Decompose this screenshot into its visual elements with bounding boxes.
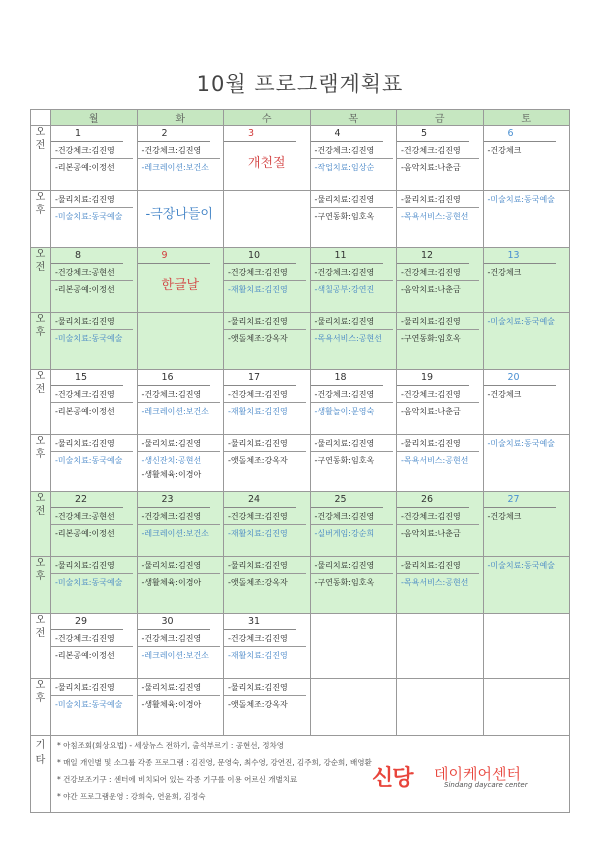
am-label (31, 248, 51, 313)
program-item: -건강체크:김진영 (397, 510, 479, 525)
program-item: -구연동화:임호옥 (314, 456, 375, 465)
pm-label (31, 679, 51, 736)
program-item: -구연동화:임호옥 (314, 578, 375, 587)
notes-label-2: 타 (35, 755, 46, 766)
am-label-char: 오 (35, 127, 46, 138)
program-item: -건강체크 (487, 146, 522, 155)
date-number: 16 (138, 372, 210, 386)
program-item: -미술치료:동국예술 (55, 334, 123, 343)
schedule-cell (51, 435, 138, 492)
program-item: -앳돌체조:강옥자 (228, 578, 288, 587)
schedule-cell (310, 191, 397, 248)
week-5-pm-row (31, 679, 570, 736)
week-4-pm-row (31, 557, 570, 614)
schedule-cell (483, 248, 570, 313)
program-item: -건강체크:김진영 (224, 388, 306, 403)
program-item: -앳돌체조:강옥자 (228, 334, 288, 343)
date-number: 26 (397, 494, 469, 508)
program-item: -목욕서비스:공현선 (401, 578, 469, 587)
program-item: -건강체크:김진영 (224, 266, 306, 281)
logo-sub-text: 데이케어센터 (434, 765, 521, 783)
program-item: -색칠공부:강연진 (314, 285, 375, 294)
program-item: -건강체크 (487, 512, 522, 521)
date-number: 24 (224, 494, 296, 508)
program-item: -재활치료:김진영 (228, 285, 288, 294)
program-item: -물리치료:김진영 (224, 681, 306, 696)
holiday-label: -극장나들이 (145, 207, 213, 222)
program-item: -음악치료:나춘금 (401, 285, 461, 294)
day-header-row (31, 110, 570, 126)
schedule-cell (310, 313, 397, 370)
schedule-cell (51, 370, 138, 435)
week-2-pm-row (31, 313, 570, 370)
program-item: -물리치료:김진영 (138, 437, 220, 452)
schedule-cell (224, 614, 311, 679)
program-item: -물리치료:김진영 (311, 437, 393, 452)
program-item: -미술치료:동국예술 (55, 700, 123, 709)
pm-label-char: 오 (35, 680, 46, 691)
program-item: -재활치료:김진영 (228, 407, 288, 416)
program-item: -물리치료:김진영 (397, 559, 479, 574)
schedule-cell (483, 557, 570, 614)
pm-label (31, 191, 51, 248)
program-item: -건강체크:김진영 (138, 388, 220, 403)
date-number: 22 (51, 494, 123, 508)
program-item: -건강체크:김진영 (311, 266, 393, 281)
program-item: -물리치료:김진영 (311, 559, 393, 574)
schedule-cell (137, 557, 224, 614)
schedule-cell (51, 313, 138, 370)
week-5-am-row (31, 614, 570, 679)
program-item: -재활치료:김진영 (228, 651, 288, 660)
date-number: 17 (224, 372, 296, 386)
day-header-mon: 월 (51, 110, 138, 126)
date-number: 31 (224, 616, 296, 630)
schedule-cell (224, 492, 311, 557)
program-item: -앳돌체조:강옥자 (228, 700, 288, 709)
pm-label-char: 오 (35, 192, 46, 203)
schedule-cell (51, 679, 138, 736)
logo-main-text: 신당 (372, 766, 413, 791)
schedule-cell (397, 679, 484, 736)
schedule-cell (483, 679, 570, 736)
program-item: -목욕서비스:공현선 (401, 212, 469, 221)
schedule-cell (137, 492, 224, 557)
program-item: -건강체크:김진영 (224, 510, 306, 525)
program-item: -건강체크:김진영 (51, 632, 133, 647)
date-number: 29 (51, 616, 123, 630)
day-header-thu: 목 (310, 110, 397, 126)
schedule-cell (137, 248, 224, 313)
pm-label (31, 435, 51, 492)
program-item: -작업치료:임상순 (314, 163, 375, 172)
pm-label-char: 후 (35, 327, 46, 338)
program-item: -건강체크:김진영 (311, 510, 393, 525)
schedule-cell (224, 435, 311, 492)
schedule-table (30, 109, 570, 813)
schedule-cell (224, 313, 311, 370)
program-item: -건강체크:공현선 (51, 510, 133, 525)
pm-label-char: 후 (35, 449, 46, 460)
schedule-cell (224, 191, 311, 248)
schedule-cell (310, 248, 397, 313)
schedule-cell (137, 435, 224, 492)
corner-cell (31, 110, 51, 126)
schedule-cell (310, 435, 397, 492)
schedule-cell (483, 492, 570, 557)
schedule-cell (51, 191, 138, 248)
schedule-cell (51, 126, 138, 191)
day-header-fri: 금 (397, 110, 484, 126)
program-item: -물리치료:김진영 (51, 559, 133, 574)
date-number: 10 (224, 250, 296, 264)
program-item: -건강체크:김진영 (138, 632, 220, 647)
date-number: 8 (51, 250, 123, 264)
program-item: -물리치료:김진영 (138, 681, 220, 696)
program-item: -생활놀이:문영숙 (314, 407, 375, 416)
am-label-char: 전 (35, 262, 46, 273)
program-item: -물리치료:김진영 (224, 315, 306, 330)
pm-label (31, 557, 51, 614)
week-2-am-row (31, 248, 570, 313)
program-item: -미술치료:동국예술 (55, 212, 123, 221)
program-item: -앳돌체조:강옥자 (228, 456, 288, 465)
program-item: -물리치료:김진영 (311, 193, 393, 208)
date-number: 1 (51, 128, 123, 142)
program-item: -리본공예:이정선 (55, 529, 115, 538)
program-item: -물리치료:김진영 (51, 193, 133, 208)
program-item: -건강체크:김진영 (311, 144, 393, 159)
program-item: -구연동화:임호옥 (314, 212, 375, 221)
program-item: -건강체크:김진영 (224, 632, 306, 647)
program-item: -레크레이션:보건소 (141, 163, 209, 172)
program-item: -생활체육:이경아 (141, 700, 202, 709)
week-4-am-row (31, 492, 570, 557)
program-item: -건강체크 (487, 268, 522, 277)
schedule-cell (51, 248, 138, 313)
program-item: -음악치료:나춘금 (401, 529, 461, 538)
date-number: 12 (397, 250, 469, 264)
program-item: -미술치료:동국예술 (487, 195, 555, 204)
schedule-cell (137, 679, 224, 736)
program-item: -리본공예:이정선 (55, 163, 115, 172)
schedule-cell (310, 557, 397, 614)
week-3-am-row (31, 370, 570, 435)
program-item: -레크레이션:보건소 (141, 529, 209, 538)
program-item: -미술치료:동국예술 (487, 439, 555, 448)
schedule-cell (224, 248, 311, 313)
am-label (31, 370, 51, 435)
schedule-cell (310, 370, 397, 435)
day-header-wed: 수 (224, 110, 311, 126)
program-item: -생활체육:이경아 (141, 578, 202, 587)
holiday-label: 개천절 (247, 156, 286, 171)
program-item: -음악치료:나춘금 (401, 163, 461, 172)
program-item: -재활치료:김진영 (228, 529, 288, 538)
program-item: -미술치료:동국예술 (487, 317, 555, 326)
schedule-cell (397, 248, 484, 313)
schedule-cell (51, 614, 138, 679)
program-item: -레크레이션:보건소 (141, 651, 209, 660)
pm-label-char: 후 (35, 571, 46, 582)
date-number: 4 (311, 128, 383, 142)
schedule-cell (397, 614, 484, 679)
date-number: 20 (484, 372, 556, 386)
program-item: -물리치료:김진영 (51, 315, 133, 330)
program-item: -건강체크:김진영 (138, 144, 220, 159)
program-item: -목욕서비스:공현선 (401, 456, 469, 465)
program-item: -물리치료:김진영 (311, 315, 393, 330)
week-1-am-row (31, 126, 570, 191)
program-item: -건강체크:김진영 (397, 266, 479, 281)
notes-label (31, 736, 51, 813)
am-label-char: 전 (35, 140, 46, 151)
note-item: * 건강보조기구 : 센터에 비치되어 있는 각종 기구를 이용 어르신 개별치료 (57, 775, 298, 784)
day-header-tue: 화 (137, 110, 224, 126)
program-item: -물리치료:김진영 (397, 193, 479, 208)
schedule-cell (483, 435, 570, 492)
schedule-cell (483, 126, 570, 191)
program-item: -생신잔치:공현선 (141, 456, 202, 465)
program-item: -리본공예:이정선 (55, 651, 115, 660)
date-number: 23 (138, 494, 210, 508)
date-number: 5 (397, 128, 469, 142)
schedule-cell (397, 370, 484, 435)
date-number: 9 (138, 250, 210, 264)
schedule-cell (137, 614, 224, 679)
pm-label-char: 오 (35, 314, 46, 325)
am-label-char: 오 (35, 493, 46, 504)
center-logo (372, 761, 572, 791)
schedule-cell (310, 679, 397, 736)
program-item: -물리치료:김진영 (224, 437, 306, 452)
program-item: -물리치료:김진영 (224, 559, 306, 574)
program-item: -실버게임:강순희 (314, 529, 375, 538)
notes-label-1: 기 (35, 740, 46, 751)
schedule-cell (397, 435, 484, 492)
day-header-sat: 토 (483, 110, 570, 126)
pm-label (31, 313, 51, 370)
schedule-cell (137, 370, 224, 435)
program-item: -건강체크:김진영 (51, 144, 133, 159)
schedule-cell (224, 679, 311, 736)
program-item: -건강체크:김진영 (397, 144, 479, 159)
schedule-cell (310, 614, 397, 679)
program-item: -구연동화:임호옥 (401, 334, 461, 343)
program-item: -물리치료:김진영 (51, 681, 133, 696)
date-number: 27 (484, 494, 556, 508)
program-item: -물리치료:김진영 (397, 315, 479, 330)
program-item: -리본공예:이정선 (55, 285, 115, 294)
program-item: -건강체크:김진영 (397, 388, 479, 403)
schedule-cell (397, 191, 484, 248)
schedule-cell (483, 313, 570, 370)
pm-label-char: 후 (35, 205, 46, 216)
program-item: -레크레이션:보건소 (141, 407, 209, 416)
date-number: 2 (138, 128, 210, 142)
program-item: -물리치료:김진영 (138, 559, 220, 574)
date-number: 30 (138, 616, 210, 630)
schedule-cell (51, 557, 138, 614)
program-item: -건강체크:김진영 (138, 510, 220, 525)
schedule-cell (397, 492, 484, 557)
schedule-cell (224, 370, 311, 435)
pm-label-char: 오 (35, 558, 46, 569)
date-number: 13 (484, 250, 556, 264)
schedule-cell (397, 557, 484, 614)
program-item: -건강체크 (487, 390, 522, 399)
am-label (31, 492, 51, 557)
schedule-cell (310, 492, 397, 557)
note-item: * 야간 프로그램운영 : 강희숙, 연윤희, 김정숙 (57, 792, 206, 801)
schedule-cell (137, 191, 224, 248)
am-label (31, 614, 51, 679)
program-item: -리본공예:이정선 (55, 407, 115, 416)
schedule-cell (483, 370, 570, 435)
date-number: 25 (311, 494, 383, 508)
note-item: * 매일 개인별 및 소그룹 각종 프로그램 : 김진영, 문영숙, 최수영, 강연진, 김주희, 강순희, 배영환 (57, 758, 372, 767)
program-item: -미술치료:동국예술 (487, 561, 555, 570)
schedule-cell (397, 313, 484, 370)
pm-label-char: 오 (35, 436, 46, 447)
date-number: 19 (397, 372, 469, 386)
schedule-cell (310, 126, 397, 191)
am-label-char: 오 (35, 249, 46, 260)
schedule-cell (483, 191, 570, 248)
program-item: -미술치료:동국예술 (55, 456, 123, 465)
am-label (31, 126, 51, 191)
program-item: -생활체육:이경아 (141, 470, 202, 479)
program-item: -물리치료:김진영 (397, 437, 479, 452)
am-label-char: 오 (35, 371, 46, 382)
schedule-cell (224, 126, 311, 191)
date-number: 6 (484, 128, 556, 142)
note-item: * 아침조회(회상요법) - 세상뉴스 전하기, 출석부르기 : 공현선, 정차영 (57, 741, 285, 750)
program-item: -건강체크:공현선 (51, 266, 133, 281)
date-number: 11 (311, 250, 383, 264)
am-label-char: 전 (35, 628, 46, 639)
schedule-cell (51, 492, 138, 557)
program-item: -미술치료:동국예술 (55, 578, 123, 587)
schedule-cell (224, 557, 311, 614)
week-3-pm-row (31, 435, 570, 492)
program-item: -건강체크:김진영 (51, 388, 133, 403)
program-item: -물리치료:김진영 (51, 437, 133, 452)
holiday-label: 한글날 (161, 278, 200, 293)
pm-label-char: 후 (35, 693, 46, 704)
date-number: 3 (224, 128, 296, 142)
am-label-char: 오 (35, 615, 46, 626)
program-item: -건강체크:김진영 (311, 388, 393, 403)
program-item: -목욕서비스:공현선 (314, 334, 382, 343)
am-label-char: 전 (35, 506, 46, 517)
am-label-char: 전 (35, 384, 46, 395)
page-title: 10월 프로그램계획표 (196, 72, 404, 96)
schedule-cell (137, 126, 224, 191)
schedule-cell (137, 313, 224, 370)
logo-english-text: Sindang daycare center (444, 781, 528, 789)
schedule-cell (483, 614, 570, 679)
week-1-pm-row (31, 191, 570, 248)
date-number: 18 (311, 372, 383, 386)
date-number: 15 (51, 372, 123, 386)
program-item: -음악치료:나춘금 (401, 407, 461, 416)
schedule-cell (397, 126, 484, 191)
